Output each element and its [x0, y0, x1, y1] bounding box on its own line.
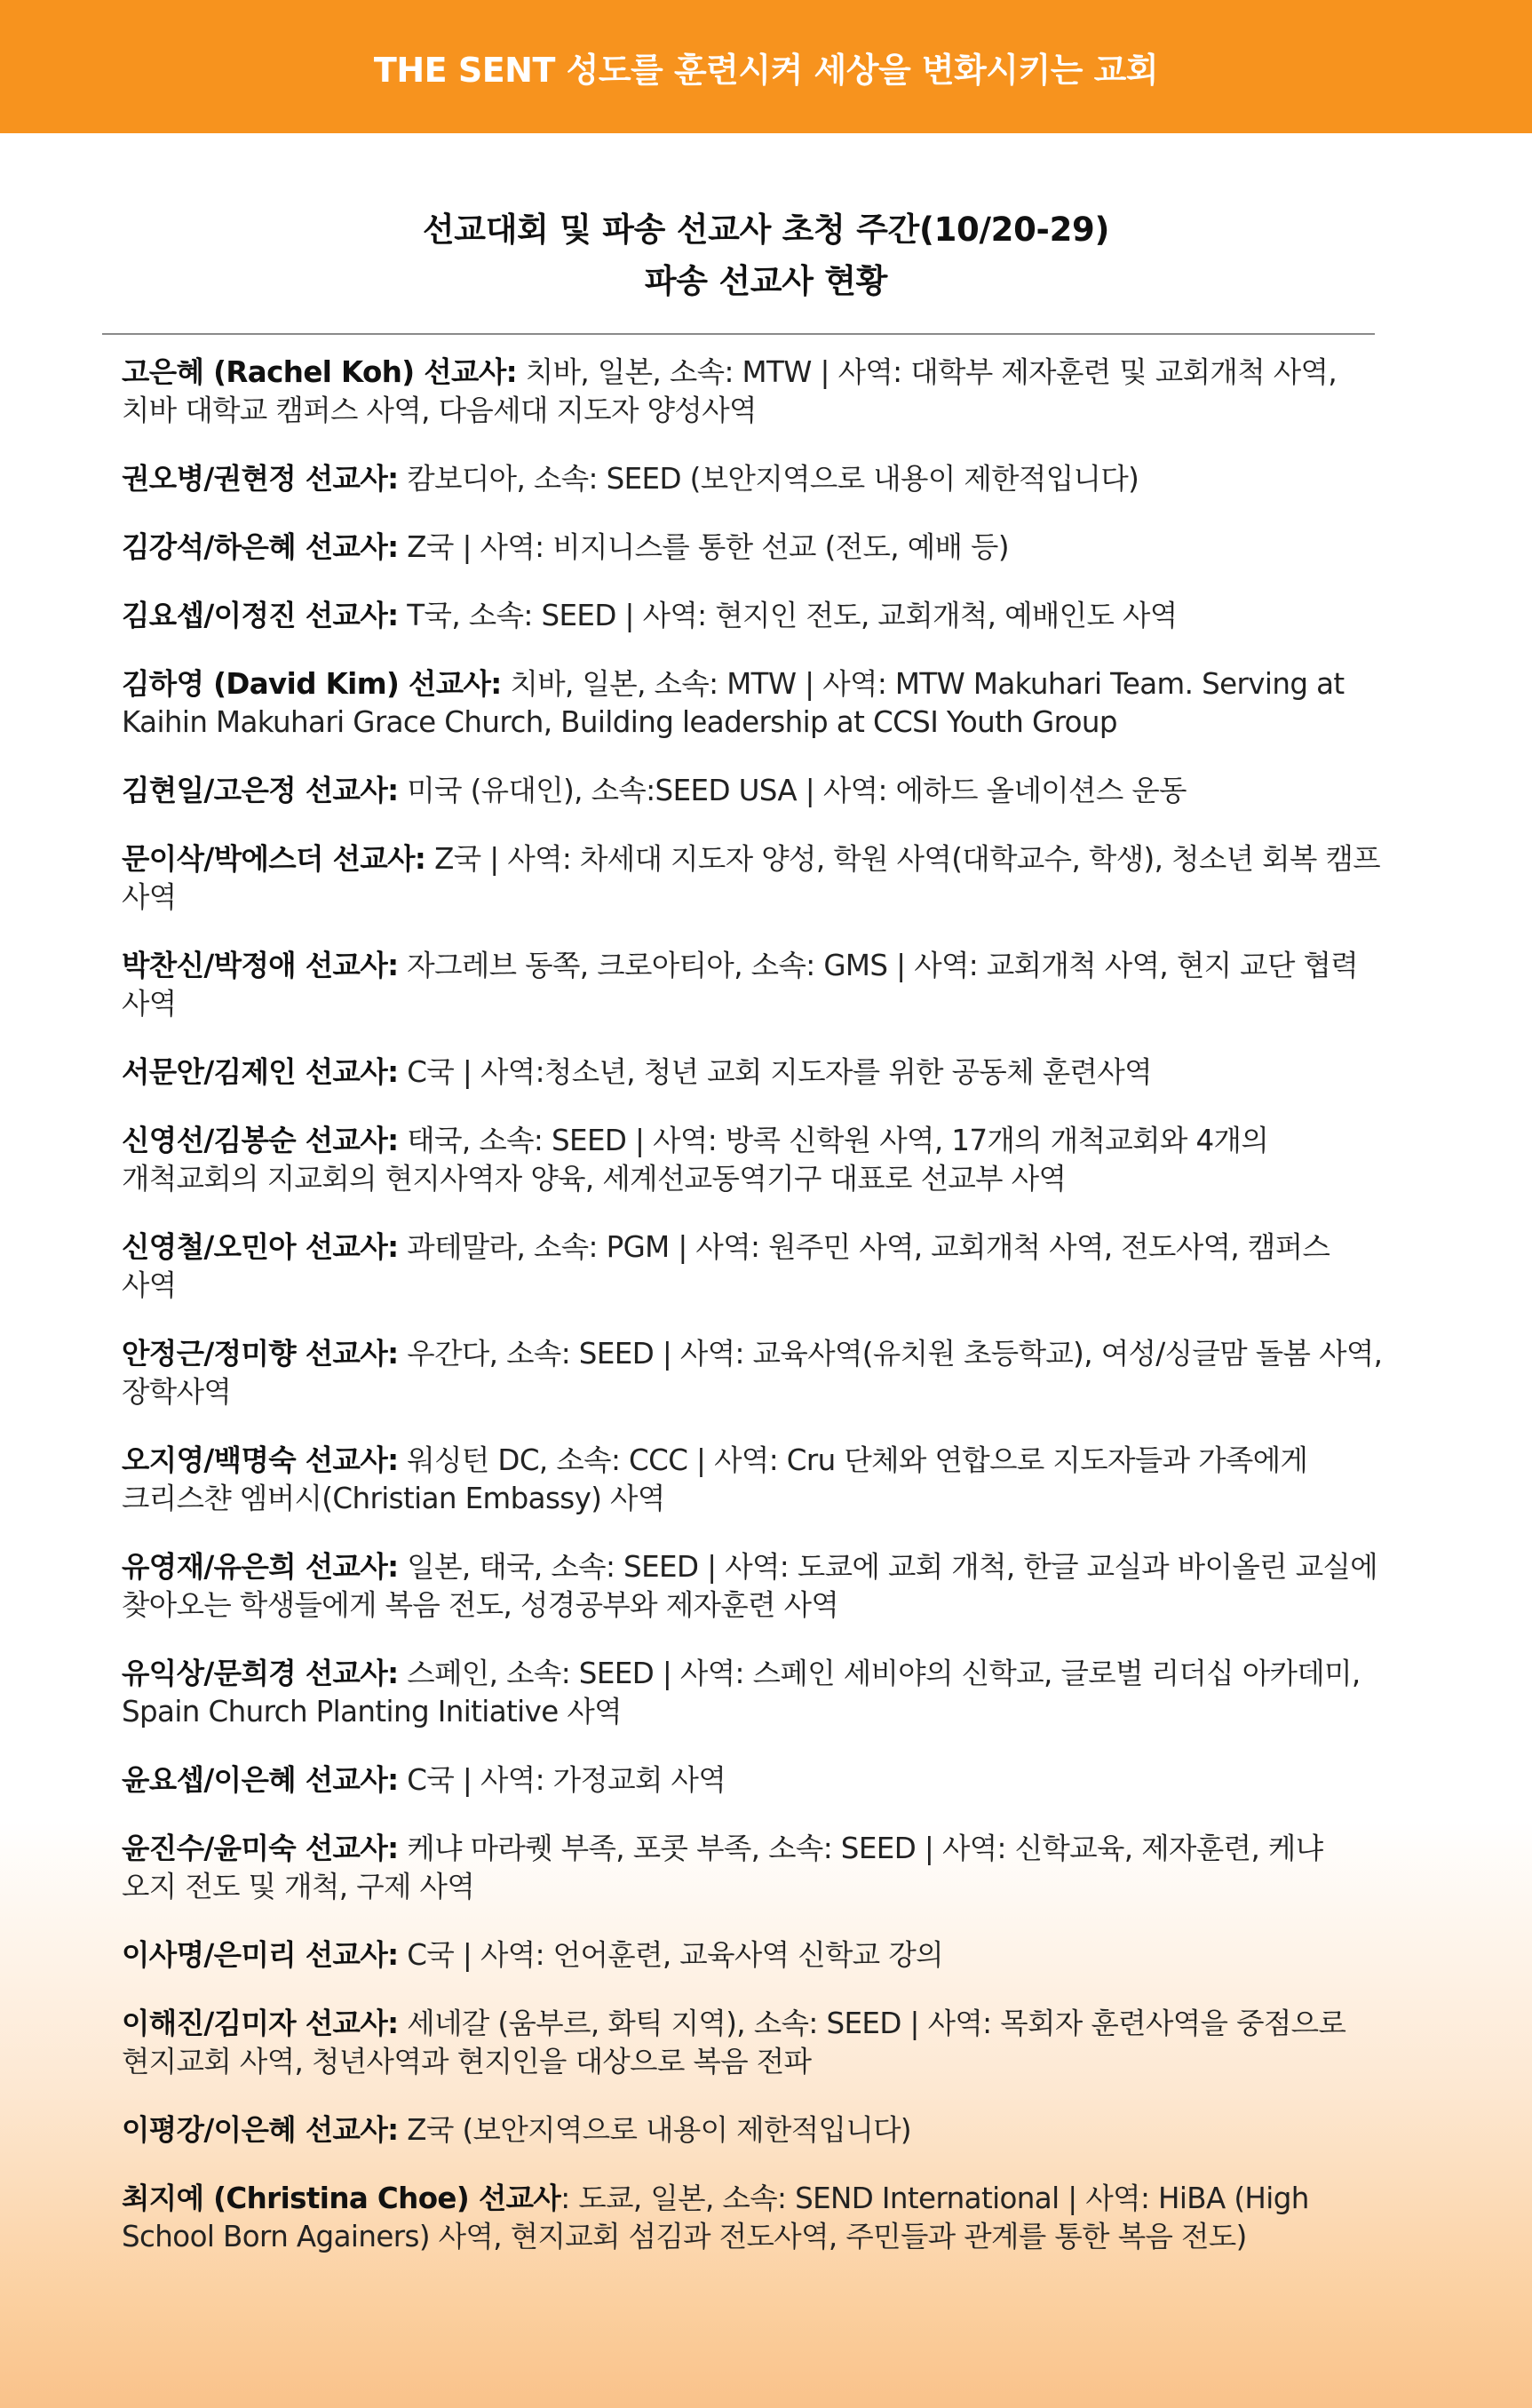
missionary-name: 유익상/문희경 선교사: — [122, 1657, 399, 1690]
missionary-entry — [122, 528, 1383, 567]
missionary-name: 김요셉/이정진 선교사: — [122, 599, 399, 632]
missionary-details: 스페인, 소속: SEED | 사역: 스페인 세비야의 신학교, 글로벌 리더십 아카데미, Spain Church Planting Initiative 사역 — [122, 1657, 1361, 1729]
missionary-name: 신영선/김봉순 선교사: — [122, 1124, 399, 1157]
missionary-name: 이사명/은미리 선교사: — [122, 1938, 399, 1972]
missionary-details: 치바, 일본, 소속: MTW | 사역: MTW Makuhari Team. Serving at Kaihin Makuhari Grace Church, Building leadership at CCSI Youth Group — [122, 667, 1345, 739]
page-title — [0, 204, 1532, 307]
missionary-entry — [122, 1442, 1383, 1518]
header-banner — [0, 0, 1532, 133]
missionary-details: 자그레브 동쪽, 크로아티아, 소속: GMS | 사역: 교회개척 사역, 현지 교단 협력 사역 — [122, 949, 1359, 1021]
missionary-entry — [122, 354, 1383, 430]
missionary-name: 윤요셉/이은혜 선교사: — [122, 1763, 399, 1797]
missionary-details: 일본, 태국, 소속: SEED | 사역: 도쿄에 교회 개척, 한글 교실과 바이올린 교실에 찾아오는 학생들에게 복음 전도, 성경공부와 제자훈련 사역 — [122, 1550, 1378, 1622]
missionary-entry — [122, 1936, 1383, 1975]
missionary-details: C국 | 사역:청소년, 청년 교회 지도자를 위한 공동체 훈련사역 — [398, 1055, 1152, 1089]
missionary-details: 치바, 일본, 소속: MTW | 사역: 대학부 제자훈련 및 교회개척 사역, 치바 대학교 캠퍼스 사역, 다음세대 지도자 양성사역 — [122, 355, 1338, 427]
missionary-name: 유영재/유은희 선교사: — [122, 1550, 399, 1584]
missionary-name: 박찬신/박정애 선교사: — [122, 949, 399, 982]
banner-title: THE SENT 성도를 훈련시켜 세상을 변화시키는 교회 — [373, 50, 1159, 90]
missionary-entry — [122, 665, 1383, 742]
missionary-name: 김강석/하은혜 선교사: — [122, 530, 399, 564]
missionary-entry — [122, 1655, 1383, 1731]
missionary-name: 윤진수/윤미숙 선교사: — [122, 1832, 399, 1865]
missionary-entry — [122, 1335, 1383, 1411]
title-divider — [102, 333, 1375, 335]
missionary-details: 캄보디아, 소속: SEED (보안지역으로 내용이 제한적입니다) — [398, 462, 1139, 496]
missionary-details: T국, 소속: SEED | 사역: 현지인 전도, 교회개척, 예배인도 사역 — [398, 599, 1178, 632]
missionary-entry — [122, 772, 1383, 810]
missionary-name: 이평강/이은혜 선교사: — [122, 2113, 399, 2147]
missionary-details: 케냐 마라퀫 부족, 포콧 부족, 소속: SEED | 사역: 신학교육, 제자훈련, 케냐 오지 전도 및 개척, 구제 사역 — [122, 1832, 1323, 1903]
missionary-entry — [122, 2111, 1383, 2150]
missionary-name: 문이삭/박에스더 선교사: — [122, 842, 426, 876]
missionary-name: 신영철/오민아 선교사: — [122, 1230, 399, 1264]
missionary-entry — [122, 947, 1383, 1023]
title-line-1: 선교대회 및 파송 선교사 초청 주간(10/20-29) — [422, 211, 1110, 249]
missionary-entry — [122, 1548, 1383, 1625]
title-line-2: 파송 선교사 현황 — [644, 262, 888, 300]
missionary-details: Z국 | 사역: 비지니스를 통한 선교 (전도, 예배 등) — [398, 530, 1009, 564]
missionary-details: C국 | 사역: 가정교회 사역 — [398, 1763, 726, 1797]
missionary-entry — [122, 840, 1383, 917]
missionary-entry — [122, 2180, 1383, 2256]
missionary-list — [122, 354, 1383, 2286]
missionary-name: 김현일/고은정 선교사: — [122, 774, 399, 807]
missionary-name: 김하영 (David Kim) 선교사: — [122, 667, 502, 701]
missionary-details: Z국 (보안지역으로 내용이 제한적입니다) — [398, 2113, 912, 2147]
missionary-name: 권오병/권현정 선교사: — [122, 462, 399, 496]
missionary-name: 오지영/백명숙 선교사: — [122, 1443, 399, 1477]
missionary-name: 서문안/김제인 선교사: — [122, 1055, 399, 1089]
missionary-name: 안정근/정미향 선교사: — [122, 1337, 399, 1371]
missionary-details: 워싱턴 DC, 소속: CCC | 사역: Cru 단체와 연합으로 지도자들과 가족에게 크리스챤 엠버시(Christian Embassy) 사역 — [122, 1443, 1308, 1515]
missionary-entry — [122, 1122, 1383, 1198]
missionary-details: 우간다, 소속: SEED | 사역: 교육사역(유치원 초등학교), 여성/싱글맘 돌봄 사역, 장학사역 — [122, 1337, 1383, 1409]
missionary-entry — [122, 460, 1383, 498]
missionary-name: 고은혜 (Rachel Koh) 선교사: — [122, 355, 518, 389]
missionary-details: 태국, 소속: SEED | 사역: 방콕 신학원 사역, 17개의 개척교회와 4개의 개척교회의 지교회의 현지사역자 양육, 세계선교동역기구 대표로 선교부 사역 — [122, 1124, 1269, 1196]
missionary-entry — [122, 2005, 1383, 2081]
missionary-name: 이해진/김미자 선교사: — [122, 2007, 399, 2040]
missionary-entry — [122, 1228, 1383, 1305]
missionary-entry — [122, 1761, 1383, 1800]
missionary-entry — [122, 597, 1383, 635]
missionary-details: : 도쿄, 일본, 소속: SEND International | 사역: HiBA (High School Born Againers) 사역, 현지교회 섬김과 전도사역, 주민들과 관계를 통한 복음 전도) — [122, 2182, 1309, 2253]
missionary-entry — [122, 1830, 1383, 1906]
missionary-details: 세네갈 (움부르, 화틱 지역), 소속: SEED | 사역: 목회자 훈련사역을 중점으로 현지교회 사역, 청년사역과 현지인을 대상으로 복음 전파 — [122, 2007, 1346, 2078]
missionary-details: Z국 | 사역: 차세대 지도자 양성, 학원 사역(대학교수, 학생), 청소년 회복 캠프 사역 — [122, 842, 1381, 914]
missionary-details: C국 | 사역: 언어훈련, 교육사역 신학교 강의 — [398, 1938, 943, 1972]
missionary-name: 최지예 (Christina Choe) 선교사 — [122, 2182, 561, 2215]
missionary-details: 과테말라, 소속: PGM | 사역: 원주민 사역, 교회개척 사역, 전도사역, 캠퍼스 사역 — [122, 1230, 1330, 1302]
missionary-details: 미국 (유대인), 소속:SEED USA | 사역: 에하드 올네이션스 운동 — [398, 774, 1187, 807]
missionary-entry — [122, 1053, 1383, 1092]
